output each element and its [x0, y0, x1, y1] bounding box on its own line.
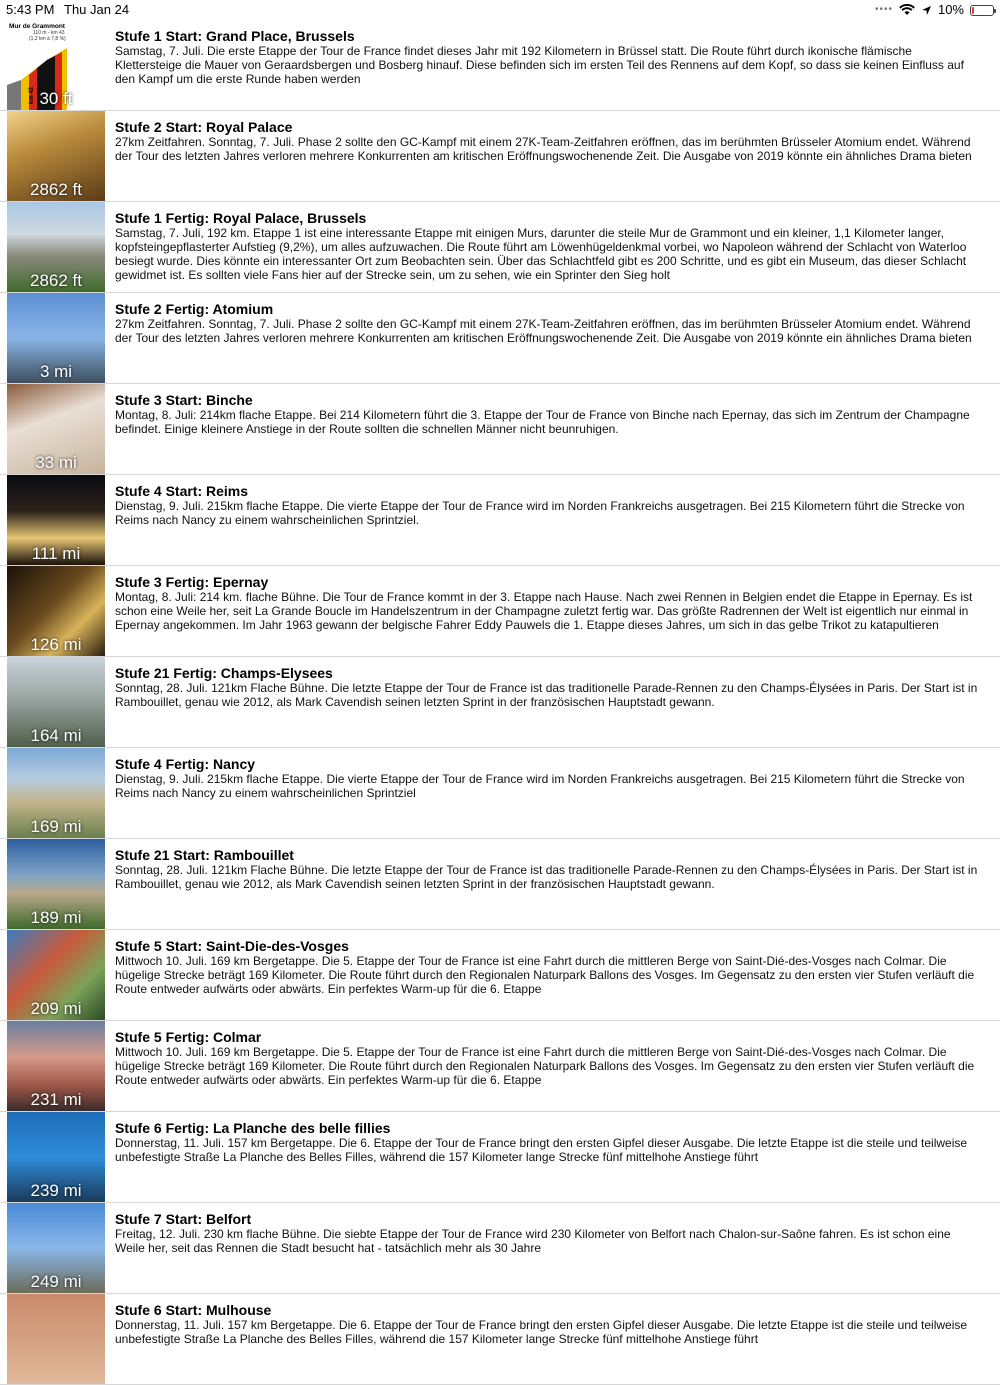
- stage-title: Stufe 3 Start: Binche: [115, 392, 253, 408]
- stage-description: Freitag, 12. Juli. 230 km flache Bühne. Die siebte Etappe der Tour de France wird 230 Kilometer von Belfort nach Chalon-sur-Saône fahren. Es ist schon eine Weile her, seit das Rennen die Stadt besucht hat - tatsächlich mehr als 30 Jahre: [115, 1227, 951, 1255]
- distance-label: 169 mi: [30, 817, 82, 836]
- distance-label: 239 mi: [30, 1181, 82, 1200]
- distance-label: 209 mi: [30, 999, 82, 1018]
- stage-description: Mittwoch 10. Juli. 169 km Bergetappe. Die 5. Etappe der Tour de France ist eine Fahrt durch die mittleren Berge von Saint-Dié-des-Vosges nach Colmar. Die hügelige Strecke beträgt 169 Kilometer. Die Route führt durch den Regionalen Naturpark Ballons des Vosges. Im Gegensatz zu den ersten vier Stufen verläuft die Route entweder aufwärts oder abwärts. Ein perfektes Warm-up für die 6. Etappe: [115, 1045, 975, 1087]
- list-item[interactable]: [0, 111, 1000, 202]
- stage-description: Montag, 8. Juli: 214 km. flache Bühne. Die Tour de France kommt in der 3. Etappe nach Hause. Nach zwei Rennen in Belgien endet die Etappe in Epernay. Es ist schon eine Weile her, seit La Grande Boucle im Handelszentrum in der Champagne zuletzt fertig war. Das größte Radrennen der Welt ist eigentlich nur einmal in Epernay angekommen. Im Jahr 1963 gewann der belgische Fahrer Eddy Pauwels die 1. Etappe dieses Jahres, um sich in das gelbe Trikot zu katapultieren: [115, 590, 973, 632]
- stage-description: Dienstag, 9. Juli. 215km flache Etappe. Die vierte Etappe der Tour de France wird im Norden Frankreichs ausgetragen. Bei 215 Kilometern führt die Strecke von Reims nach Nancy zu einem wahrscheinlichen Sprintziel.: [115, 499, 965, 527]
- list-item[interactable]: [0, 839, 1000, 930]
- list-item[interactable]: [0, 475, 1000, 566]
- battery-percent: 10%: [937, 2, 964, 17]
- stage-title: Stufe 21 Fertig: Champs-Elysees: [115, 665, 333, 681]
- distance-label: 111 mi: [31, 544, 81, 563]
- stage-title: Stufe 5 Fertig: Colmar: [115, 1029, 262, 1045]
- stage-thumbnail: [7, 1112, 105, 1202]
- stage-title: Stufe 2 Fertig: Atomium: [115, 301, 274, 317]
- list-item[interactable]: [0, 202, 1000, 293]
- profile-sub1: 110 m - km 43: [33, 30, 65, 36]
- distance-label: 249 mi: [30, 1272, 82, 1291]
- stage-thumbnail: [7, 839, 105, 929]
- distance-label: 164 mi: [30, 726, 82, 745]
- stage-thumbnail: [7, 202, 105, 292]
- stage-description: 27km Zeitfahren. Sonntag, 7. Juli. Phase 2 sollte den GC-Kampf mit einem 27K-Team-Zeitfahren eröffnen, das im berühmten Brüsseler Atomium endet. Während der Tour des letzten Jahres verloren mehrere Konkurrenten am kritischen Eröffnungswochenende Zeit. Die Ausgabe von 2019 könnte ein ähnliches Drama bieten: [115, 135, 972, 163]
- signal-dots-icon: ••••: [874, 4, 893, 15]
- stage-thumbnail: [7, 1294, 105, 1384]
- stage-description: 27km Zeitfahren. Sonntag, 7. Juli. Phase 2 sollte den GC-Kampf mit einem 27K-Team-Zeitfahren eröffnen, das im berühmten Brüsseler Atomium endet. Während der Tour des letzten Jahres verloren mehrere Konkurrenten am kritischen Eröffnungswochenende Zeit. Die Ausgabe von 2019 könnte ein ähnliches Drama bieten: [115, 317, 972, 345]
- stage-description: Samstag, 7. Juli, 192 km. Etappe 1 ist eine interessante Etappe mit einigen Murs, darunter die steile Mur de Grammont und ein kleiner, 1,1 Kilometer langer, kopfsteingepflasterter Aufstieg (9,2%), um alles aufzuwachen. Die Route führt am Löwenhügeldenkmal vorbei, wo Napoleon während der Schlacht von Waterloo besiegt wurde. Dies könnte ein interessanter Ort zum Beobachten sein. Über das Schlachtfeld gibt es 200 Schritte, und es gibt ein Museum, das dieser Schlacht gewidmet ist. Es sollten viele Fans hier auf der Strecke sein, um zu sehen, wie ein Sprinter den Sieg holt: [115, 226, 967, 282]
- profile-sub2: (1,2 km à 7,8 %): [29, 36, 66, 42]
- stage-thumbnail: [7, 475, 105, 565]
- stage-title: Stufe 6 Start: Mulhouse: [115, 1302, 272, 1318]
- list-item[interactable]: [0, 1203, 1000, 1294]
- battery-icon: [970, 5, 994, 16]
- stage-thumbnail: [7, 20, 105, 110]
- distance-label: 2862 ft: [30, 180, 82, 199]
- stage-title: Stufe 4 Start: Reims: [115, 483, 249, 499]
- list-item[interactable]: [0, 293, 1000, 384]
- stage-title: Stufe 7 Start: Belfort: [115, 1211, 252, 1227]
- stage-thumbnail: [7, 657, 105, 747]
- stage-thumbnail: [7, 293, 105, 383]
- list-item[interactable]: [0, 657, 1000, 748]
- stage-title: Stufe 6 Fertig: La Planche des belle fillies: [115, 1120, 391, 1136]
- stage-thumbnail: [7, 111, 105, 201]
- status-time: 5:43 PM: [6, 2, 55, 17]
- stage-thumbnail: [7, 748, 105, 838]
- stage-thumbnail: [7, 1021, 105, 1111]
- stage-thumbnail: [7, 930, 105, 1020]
- stage-description: Donnerstag, 11. Juli. 157 km Bergetappe. Die 6. Etappe der Tour de France bringt den ersten Gipfel dieser Ausgabe. Die letzte Etappe ist die steile und teilweise unbefestigte Straße La Planche des Belles Filles, während die 157 Kilometer lange Strecke fünf mittelhohe Anstiege führt: [115, 1136, 968, 1164]
- list-item[interactable]: [0, 1294, 1000, 1385]
- list-item[interactable]: [0, 566, 1000, 657]
- stage-description: Mittwoch 10. Juli. 169 km Bergetappe. Die 5. Etappe der Tour de France ist eine Fahrt durch die mittleren Berge von Saint-Dié-des-Vosges nach Colmar. Die hügelige Strecke beträgt 169 Kilometer. Die Route führt durch den Regionalen Naturpark Ballons des Vosges. Im Gegensatz zu den ersten vier Stufen verläuft die Route entweder aufwärts oder abwärts. Ein perfektes Warm-up für die 6. Etappe: [115, 954, 975, 996]
- stage-title: Stufe 3 Fertig: Epernay: [115, 574, 269, 590]
- location-arrow-icon: [921, 5, 932, 16]
- status-date: Thu Jan 24: [64, 2, 130, 17]
- profile-km-label: km 42: [29, 86, 35, 104]
- list-item[interactable]: [0, 384, 1000, 475]
- status-right: [875, 0, 994, 20]
- list-item[interactable]: [0, 1112, 1000, 1203]
- stage-thumbnail: [7, 1203, 105, 1293]
- distance-label: 3 mi: [39, 362, 73, 381]
- stage-list[interactable]: [0, 20, 1000, 1385]
- stage-description: Samstag, 7. Juli. Die erste Etappe der Tour de France findet dieses Jahr mit 192 Kilometern in Brüssel statt. Die Route führt durch ikonische flämische Klettersteige die Mauer von Geraardsbergen und Bosberg hinauf. Diese befinden sich im ersten Teil des Rennens auf dem Kopf, so dass sie keinen Einfluss auf den Kampf um die erste Runde haben werden: [115, 44, 964, 86]
- distance-label: 231 mi: [30, 1090, 82, 1109]
- status-bar: [0, 0, 1000, 20]
- distance-label: 33 mi: [35, 453, 77, 472]
- stage-title: Stufe 1 Fertig: Royal Palace, Brussels: [115, 210, 367, 226]
- list-item[interactable]: [0, 930, 1000, 1021]
- distance-label: 2862 ft: [30, 271, 82, 290]
- stage-thumbnail: [7, 566, 105, 656]
- stage-description: Donnerstag, 11. Juli. 157 km Bergetappe. Die 6. Etappe der Tour de France bringt den ersten Gipfel dieser Ausgabe. Die letzte Etappe ist die steile und teilweise unbefestigte Straße La Planche des Belles Filles, während die 157 Kilometer lange Strecke fünf mittelhohe Anstiege führt: [115, 1318, 968, 1346]
- stage-thumbnail: [7, 384, 105, 474]
- stage-title: Stufe 5 Start: Saint-Die-des-Vosges: [115, 938, 349, 954]
- stage-description: Montag, 8. Juli: 214km flache Etappe. Bei 214 Kilometern führt die 3. Etappe der Tour de France von Binche nach Epernay, das sich im Zentrum der Champagne befindet. Einige kleinere Anstiege in der Route sollten die schnellen Männer nicht beunruhigen.: [115, 408, 970, 436]
- stage-description: Sonntag, 28. Juli. 121km Flache Bühne. Die letzte Etappe der Tour de France ist das traditionelle Parade-Rennen zu den Champs-Élysées in Paris. Der Start ist in Rambouillet, genau wie 2012, als Mark Cavendish seinen letzten Sprint in der französischen Hauptstadt gewann.: [115, 863, 978, 891]
- wifi-icon: [899, 4, 915, 16]
- stage-title: Stufe 4 Fertig: Nancy: [115, 756, 256, 772]
- stage-title: Stufe 1 Start: Grand Place, Brussels: [115, 28, 355, 44]
- distance-label: 126 mi: [30, 635, 82, 654]
- distance-label: 189 mi: [30, 908, 82, 927]
- stage-description: Dienstag, 9. Juli. 215km flache Etappe. Die vierte Etappe der Tour de France wird im Norden Frankreichs ausgetragen. Bei 215 Kilometern führt die Strecke von Reims nach Nancy zu einem wahrscheinlichen Sprintziel: [115, 772, 965, 800]
- stage-title: Stufe 2 Start: Royal Palace: [115, 119, 293, 135]
- list-item[interactable]: [0, 1021, 1000, 1112]
- stage-title: Stufe 21 Start: Rambouillet: [115, 847, 294, 863]
- profile-title: Mur de Grammont: [9, 23, 65, 30]
- stage-description: Sonntag, 28. Juli. 121km Flache Bühne. Die letzte Etappe der Tour de France ist das traditionelle Parade-Rennen zu den Champs-Élysées in Paris. Der Start ist in Rambouillet, genau wie 2012, als Mark Cavendish seinen letzten Sprint in der französischen Hauptstadt gewann.: [115, 681, 978, 709]
- list-item[interactable]: [0, 20, 1000, 111]
- list-item[interactable]: [0, 748, 1000, 839]
- battery-level: [972, 7, 974, 14]
- distance-label: 30 ft: [39, 89, 73, 108]
